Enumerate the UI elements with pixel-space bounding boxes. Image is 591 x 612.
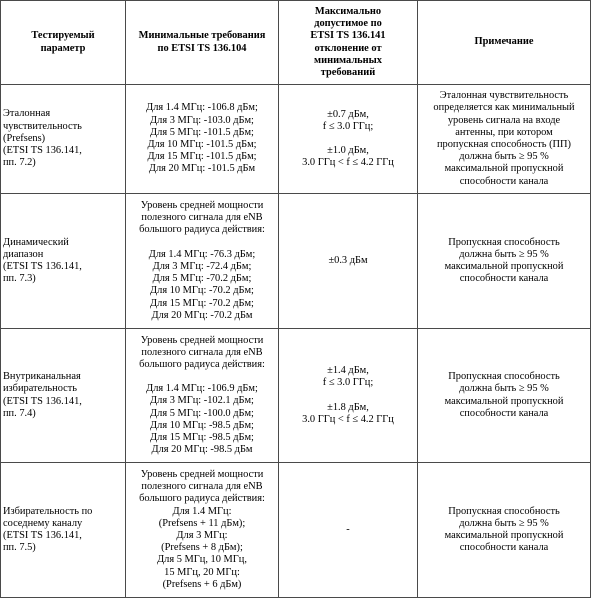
cell-line: полезного сигнала для eNB [141,212,263,224]
note-cell [418,329,591,463]
cell-line: (Prefsens + 8 дБм); [161,542,243,554]
cell-line: диапазон [3,248,44,260]
cell-line: способности канала [459,542,549,554]
cell-line: (Prefsens + 11 дБм); [158,517,246,529]
cell-line: Для 1.4 МГц: -106.8 дБм; [146,102,258,114]
cell-line: Избирательность по [3,505,93,517]
requirement-cell [126,329,279,463]
cell-line: Для 5 МГц: -101.5 дБм; [150,126,254,138]
cell-line: соседнему каналу [3,517,83,529]
cell-line: большого радиуса действия: [139,358,265,370]
table-row [1,85,591,194]
cell-line: чувствительность [3,120,82,132]
cell-line: большого радиуса действия: [139,224,265,236]
cell-line: Уровень средней мощности [140,334,264,346]
cell-line: ±0.7 дБм, [327,108,369,120]
cell-line: (ETSI TS 136.141, [3,145,82,157]
cell-line: (Prefsens) [3,132,46,144]
header-tested-parameter [1,1,126,85]
cell-line: Минимальные требования [138,30,266,42]
cell-line: Для 10 МГц: -98.5 дБм; [150,419,254,431]
cell-line: должна быть ≥ 95 % [459,151,549,163]
cell-line: Для 3 МГц: -103.0 дБм; [150,114,254,126]
deviation-cell [279,194,418,329]
cell-line: пропускная способность (ПП) [436,139,572,150]
cell-line: пп. 7.4) [3,407,36,419]
deviation-cell [279,329,418,463]
header-note [418,1,591,85]
cell-line: избирательность [3,383,78,395]
cell-line: Уровень средней мощности [140,468,264,480]
cell-line: Эталонная [3,108,51,120]
cell-line: ETSI TS 136.141 [310,30,386,42]
cell-line: Для 10 МГц: -101.5 дБм; [147,139,257,150]
cell-line: 3.0 ГГц < f ≤ 4.2 ГГц [302,157,394,169]
line-spacer [281,133,415,145]
cell-line: - [346,523,350,535]
cell-line: Для 10 МГц: -70.2 дБм; [150,285,254,297]
cell-line: (ETSI TS 136.141, [3,261,82,272]
cell-line: f ≤ 3.0 ГГц; [322,377,374,389]
param-cell [1,194,126,329]
deviation-cell [279,463,418,598]
cell-line: Для 20 МГц: -98.5 дБм [151,444,253,456]
cell-line: Для 5 МГц, 10 МГц, [157,554,247,566]
cell-line: параметр [40,42,86,54]
cell-line: Пропускная способность [448,505,560,517]
cell-line: определяется как минимальный [433,102,575,114]
cell-line: отклонение от [314,42,382,54]
cell-line: 15 МГц, 20 МГц: [164,566,240,578]
cell-line: Для 3 МГц: [176,530,228,541]
cell-line: полезного сигнала для eNB [141,481,263,493]
cell-line: Для 5 МГц: -100.0 дБм; [150,407,254,419]
cell-line: Для 20 МГц: -70.2 дБм [151,309,253,321]
cell-line: Примечание [474,36,534,48]
table-row [1,329,591,463]
header-minimum-requirements [126,1,279,85]
cell-line: Динамический [3,236,69,248]
cell-line: максимальной пропускной [444,395,564,407]
cell-line: пп. 7.5) [3,542,36,554]
cell-line: максимальной пропускной [444,163,564,175]
cell-line: Для 1.4 МГц: [172,505,232,517]
table-row [1,194,591,329]
cell-line: (ETSI TS 136.141, [3,530,82,541]
deviation-cell [279,85,418,194]
cell-line: Для 1.4 МГц: -76.3 дБм; [148,248,256,260]
note-cell [418,463,591,598]
cell-line: Пропускная способность [448,236,560,248]
cell-line: должна быть ≥ 95 % [459,383,549,395]
cell-line: должна быть ≥ 95 % [459,248,549,260]
cell-line: (Prefsens + 6 дБм) [162,578,242,590]
cell-line: f ≤ 3.0 ГГц; [322,120,374,132]
cell-line: Для 15 МГц: -101.5 дБм; [147,151,257,163]
cell-line: требований [320,66,376,78]
cell-line: 3.0 ГГц < f ≤ 4.2 ГГц [302,413,394,425]
cell-line: ±1.4 дБм, [327,365,369,377]
cell-line: антенны, при котором [455,126,553,138]
param-cell [1,329,126,463]
cell-line: пп. 7.3) [3,273,36,285]
cell-line: должна быть ≥ 95 % [459,517,549,529]
cell-line: большого радиуса действия: [139,493,265,505]
cell-line: Для 3 МГц: -72.4 дБм; [152,260,252,272]
requirement-cell [126,194,279,329]
cell-line: Внутриканальная [3,371,81,383]
param-cell [1,463,126,598]
cell-line: Тестируемый [31,30,95,42]
line-spacer [128,371,276,383]
cell-line: максимальной пропускной [444,261,564,272]
line-spacer [281,390,415,402]
cell-line: максимальной пропускной [444,530,564,541]
cell-line: Уровень средней мощности [140,200,264,212]
note-cell [418,85,591,194]
cell-line: уровень сигнала на входе [447,114,561,126]
cell-line: Эталонная чувствительность [439,90,569,102]
line-spacer [128,237,276,249]
cell-line: Для 1.4 МГц: -106.9 дБм; [146,383,258,395]
cell-line: ±0.3 дБм [328,254,368,266]
cell-line: Для 15 МГц: -70.2 дБм; [150,297,254,309]
cell-line: по ETSI TS 136.104 [157,42,247,54]
cell-line: Для 20 МГц: -101.5 дБм [148,163,256,175]
requirement-cell [126,85,279,194]
cell-line: способности канала [459,407,549,419]
cell-line: ±1.8 дБм, [327,401,369,413]
header-max-deviation [279,1,418,85]
table-header-row [1,1,591,85]
cell-line: допустимое по [314,18,382,30]
cell-line: (ETSI TS 136.141, [3,395,82,407]
table-row [1,463,591,598]
note-cell [418,194,591,329]
cell-line: способности канала [459,273,549,285]
param-cell [1,85,126,194]
cell-line: Для 15 МГц: -98.5 дБм; [150,432,254,443]
cell-line: полезного сигнала для eNB [141,346,263,358]
cell-line: Максимально [314,5,382,17]
cell-line: ±1.0 дБм, [327,145,369,156]
cell-line: пп. 7.2) [3,157,36,169]
cell-line: минимальных [314,54,382,66]
cell-line: Пропускная способность [448,371,560,383]
cell-line: способности канала [459,175,549,187]
requirement-cell [126,463,279,598]
cell-line: Для 5 МГц: -70.2 дБм; [152,273,252,285]
cell-line: Для 3 МГц: -102.1 дБм; [150,395,254,407]
